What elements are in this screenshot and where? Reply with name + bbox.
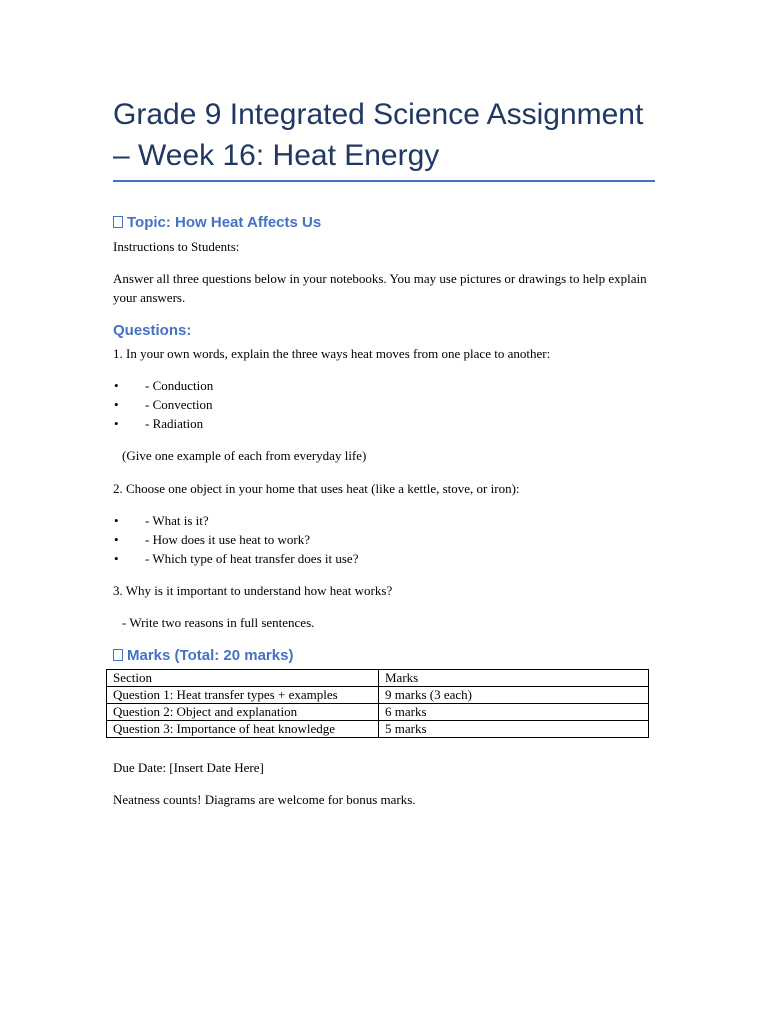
missing-glyph-icon — [113, 649, 123, 661]
list-item-text: - Conduction — [145, 378, 214, 393]
closing-note: Neatness counts! Diagrams are welcome for bonus marks. — [113, 792, 416, 807]
table-cell: Question 2: Object and explanation — [107, 704, 379, 721]
bullet-icon: • — [114, 397, 119, 412]
instructions-label: Instructions to Students: — [113, 239, 240, 254]
due-date: Due Date: [Insert Date Here] — [113, 760, 264, 775]
bullet-icon: • — [114, 513, 119, 528]
list-item — [113, 395, 213, 414]
bullet-icon: • — [114, 416, 119, 431]
table-row — [107, 704, 649, 721]
list-item-text: - What is it? — [145, 513, 209, 528]
list-item — [113, 530, 358, 549]
title-underline-divider — [113, 180, 655, 182]
marks-table — [106, 669, 649, 738]
missing-glyph-icon — [113, 216, 123, 228]
question-1-text: 1. In your own words, explain the three ways heat moves from one place to another: — [113, 346, 551, 361]
table-cell: 6 marks — [379, 704, 649, 721]
instructions-text: Answer all three questions below in your notebooks. You may use pictures or drawings to help explain your answers. — [113, 271, 647, 305]
table-row — [107, 721, 649, 738]
table-row — [107, 687, 649, 704]
questions-heading: Questions: — [113, 322, 192, 339]
list-item — [113, 414, 213, 433]
question-2-bullet-list — [113, 511, 358, 568]
topic-heading — [113, 213, 321, 233]
question-1-note: (Give one example of each from everyday life) — [122, 448, 367, 463]
bullet-icon: • — [114, 551, 119, 566]
marks-heading-text: Marks (Total: 20 marks) — [127, 647, 294, 664]
table-header-row — [107, 670, 649, 687]
table-header-cell: Section — [107, 670, 379, 687]
list-item — [113, 549, 358, 568]
bullet-icon: • — [114, 378, 119, 393]
bullet-icon: • — [114, 532, 119, 547]
topic-heading-text: Topic: How Heat Affects Us — [127, 214, 322, 231]
marks-heading — [113, 646, 293, 666]
list-item-text: - How does it use heat to work? — [145, 532, 310, 547]
table-cell: 9 marks (3 each) — [379, 687, 649, 704]
table-cell: Question 3: Importance of heat knowledge — [107, 721, 379, 738]
list-item-text: - Convection — [145, 397, 213, 412]
table-cell: Question 1: Heat transfer types + examples — [107, 687, 379, 704]
table-header-cell: Marks — [379, 670, 649, 687]
question-3-text: 3. Why is it important to understand how heat works? — [113, 583, 393, 598]
question-2-text: 2. Choose one object in your home that uses heat (like a kettle, stove, or iron): — [113, 481, 520, 496]
list-item-text: - Which type of heat transfer does it use? — [145, 551, 359, 566]
question-3-note: - Write two reasons in full sentences. — [122, 615, 315, 630]
list-item-text: - Radiation — [145, 416, 204, 431]
document-title: Grade 9 Integrated Science Assignment – Week 16: Heat Energy — [113, 98, 644, 172]
list-item — [113, 511, 358, 530]
list-item — [113, 376, 213, 395]
table-cell: 5 marks — [379, 721, 649, 738]
question-1-bullet-list — [113, 376, 213, 433]
